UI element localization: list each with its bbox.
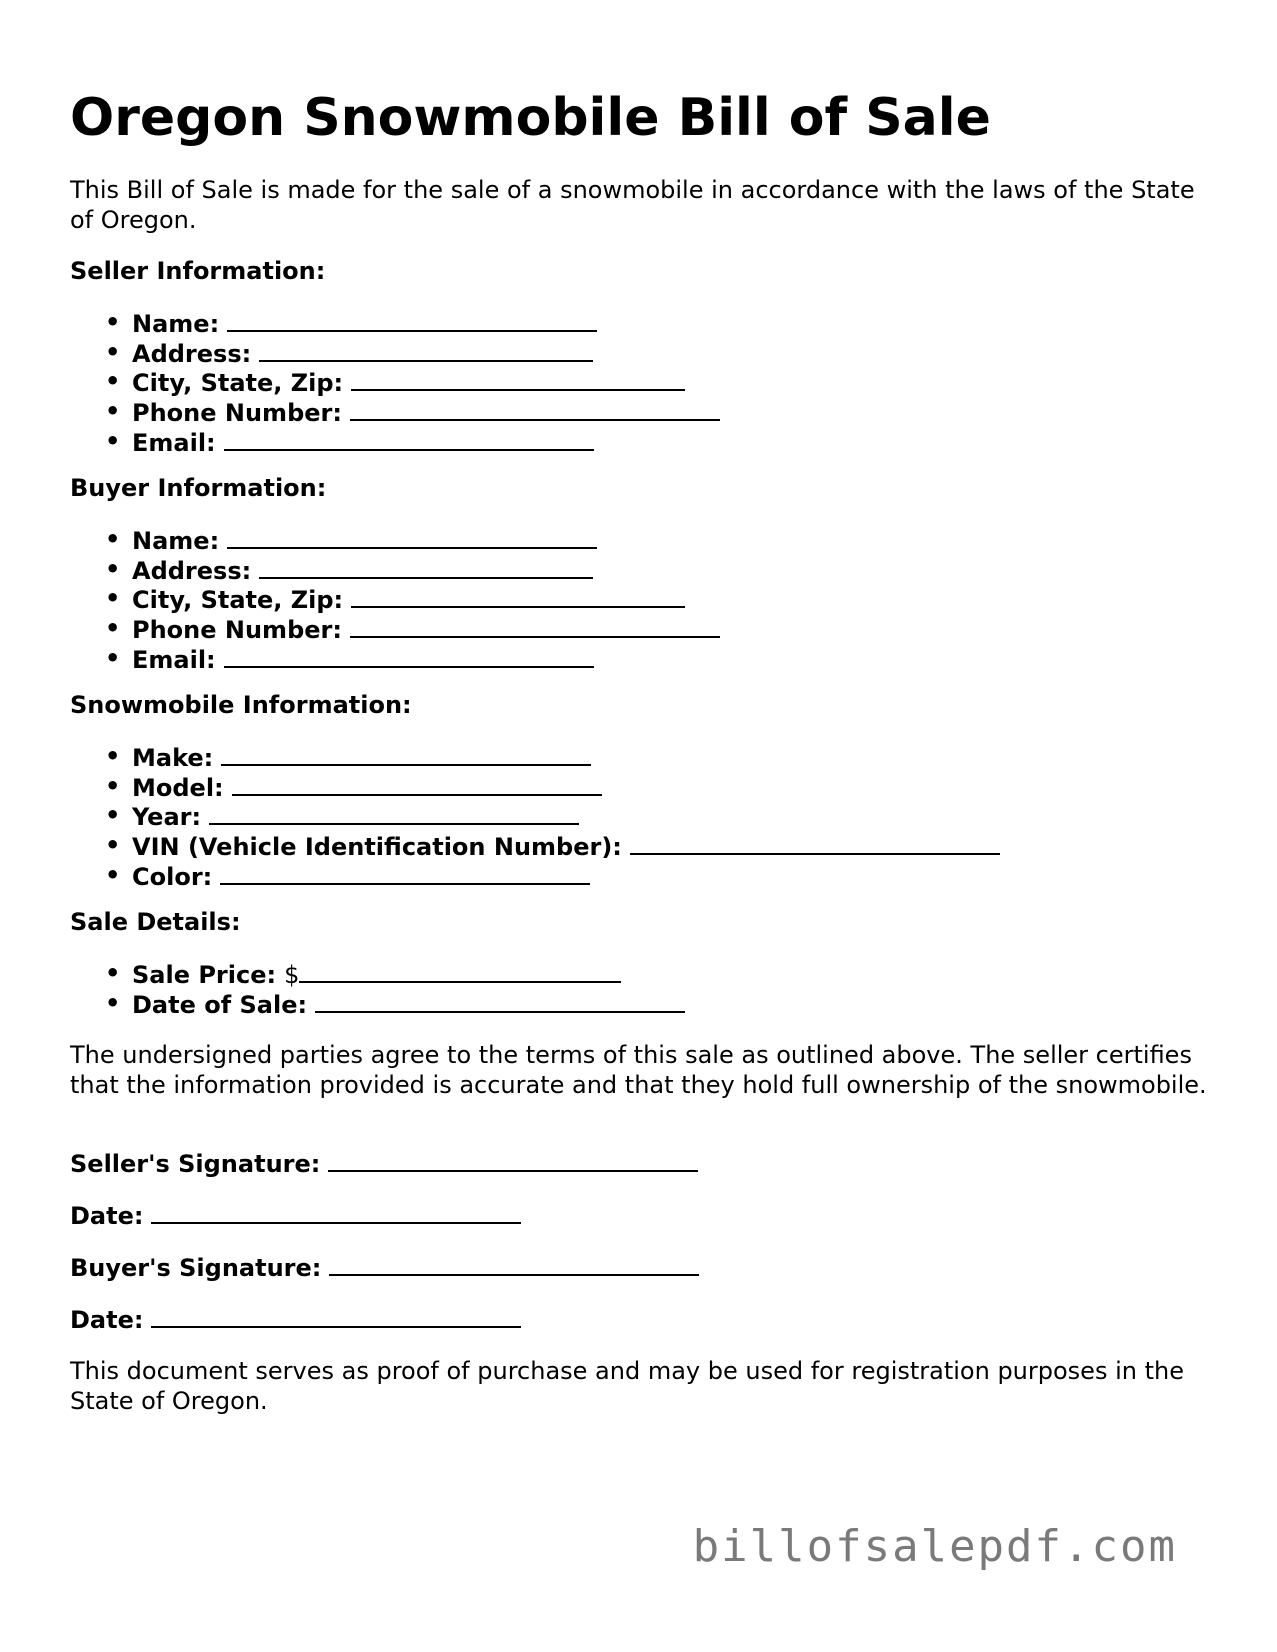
seller-date-blank[interactable]: [151, 1200, 521, 1224]
field-label: Phone Number:: [132, 616, 342, 645]
currency-symbol: $: [284, 961, 300, 989]
seller-email-field: [105, 427, 720, 457]
bullet: •: [105, 643, 121, 672]
buyer-city-state-zip-blank[interactable]: [351, 584, 685, 608]
field-label: Date of Sale:: [132, 990, 308, 1019]
buyer-phone-blank[interactable]: [350, 614, 720, 638]
buyer-email-field: [105, 644, 720, 674]
bullet: •: [105, 831, 121, 860]
seller-email-blank[interactable]: [224, 427, 594, 451]
field-label: Make:: [132, 744, 214, 772]
seller-date-label: Date:: [70, 1202, 144, 1230]
sale-section-heading: Sale Details:: [70, 908, 241, 936]
field-label: Address:: [132, 339, 252, 368]
date-of-sale-field: [105, 989, 685, 1019]
field-label: Name:: [132, 310, 220, 338]
buyer-fields-list: [105, 525, 720, 673]
year-field: [105, 801, 1000, 831]
buyer-email-blank[interactable]: [224, 644, 594, 668]
snowmobile-fields-list: [105, 742, 1000, 890]
field-label: Name:: [132, 527, 220, 555]
bullet: •: [105, 860, 121, 889]
seller-date-line: [70, 1200, 521, 1231]
bullet: •: [105, 337, 121, 366]
buyer-city-state-zip-field: [105, 584, 720, 614]
year-blank[interactable]: [209, 801, 579, 825]
bullet: •: [105, 801, 121, 830]
model-field: [105, 772, 1000, 802]
seller-signature-line: [70, 1148, 698, 1179]
bullet: •: [105, 959, 121, 987]
make-blank[interactable]: [221, 742, 591, 766]
field-label: City, State, Zip:: [132, 586, 344, 615]
bullet: •: [105, 554, 121, 583]
field-label: Email:: [132, 428, 216, 457]
field-label: Address:: [132, 556, 252, 585]
seller-signature-label: Seller's Signature:: [70, 1150, 321, 1178]
field-label: City, State, Zip:: [132, 369, 344, 398]
sale-price-field: [105, 959, 685, 989]
agreement-paragraph: The undersigned parties agree to the terms of this sale as outlined above. The seller certifies that the information provided is accurate and that they hold full ownership of the snowmobile.: [70, 1041, 1207, 1099]
color-field: [105, 861, 1000, 891]
field-label: Email:: [132, 645, 216, 674]
seller-signature-blank[interactable]: [328, 1148, 698, 1172]
buyer-name-blank[interactable]: [227, 525, 597, 549]
buyer-name-field: [105, 525, 720, 555]
field-label: VIN (Vehicle Identification Number):: [132, 833, 622, 862]
buyer-signature-label: Buyer's Signature:: [70, 1254, 322, 1282]
date-of-sale-blank[interactable]: [315, 989, 685, 1013]
buyer-date-blank[interactable]: [151, 1304, 521, 1328]
seller-fields-list: [105, 308, 720, 456]
bullet: •: [105, 397, 121, 426]
field-label: Year:: [132, 803, 202, 832]
bullet: •: [105, 367, 121, 396]
seller-city-state-zip-field: [105, 367, 720, 397]
vin-field: [105, 831, 1000, 861]
buyer-phone-field: [105, 614, 720, 644]
bullet: •: [105, 308, 121, 336]
seller-city-state-zip-blank[interactable]: [351, 367, 685, 391]
model-blank[interactable]: [232, 772, 602, 796]
color-blank[interactable]: [220, 861, 590, 885]
seller-phone-blank[interactable]: [350, 397, 720, 421]
field-label: Sale Price:: [132, 961, 277, 989]
field-label: Phone Number:: [132, 399, 342, 428]
vin-blank[interactable]: [630, 831, 1000, 855]
seller-address-field: [105, 338, 720, 368]
buyer-date-line: [70, 1304, 521, 1335]
snowmobile-section-heading: Snowmobile Information:: [70, 691, 412, 719]
bullet: •: [105, 584, 121, 613]
seller-name-field: [105, 308, 720, 338]
seller-name-blank[interactable]: [227, 308, 597, 332]
sale-price-blank[interactable]: [299, 959, 621, 983]
intro-paragraph: This Bill of Sale is made for the sale of a snowmobile in accordance with the laws of the State of Oregon.: [70, 176, 1195, 234]
buyer-section-heading: Buyer Information:: [70, 474, 327, 502]
bullet: •: [105, 525, 121, 553]
bullet: •: [105, 988, 121, 1017]
document-title: Oregon Snowmobile Bill of Sale: [70, 88, 991, 148]
sale-fields-list: [105, 959, 685, 1018]
seller-phone-field: [105, 397, 720, 427]
bullet: •: [105, 614, 121, 643]
make-field: [105, 742, 1000, 772]
closing-paragraph: This document serves as proof of purchase and may be used for registration purposes in the State of Oregon.: [70, 1357, 1184, 1415]
bullet: •: [105, 426, 121, 455]
buyer-address-blank[interactable]: [259, 555, 593, 579]
buyer-address-field: [105, 555, 720, 585]
buyer-signature-blank[interactable]: [329, 1252, 699, 1276]
seller-address-blank[interactable]: [259, 338, 593, 362]
field-label: Color:: [132, 862, 213, 891]
field-label: Model:: [132, 773, 224, 802]
bullet: •: [105, 771, 121, 800]
watermark: billofsalepdf.com: [692, 1521, 1177, 1572]
bullet: •: [105, 742, 121, 770]
buyer-signature-line: [70, 1252, 699, 1283]
buyer-date-label: Date:: [70, 1306, 144, 1334]
seller-section-heading: Seller Information:: [70, 257, 326, 285]
